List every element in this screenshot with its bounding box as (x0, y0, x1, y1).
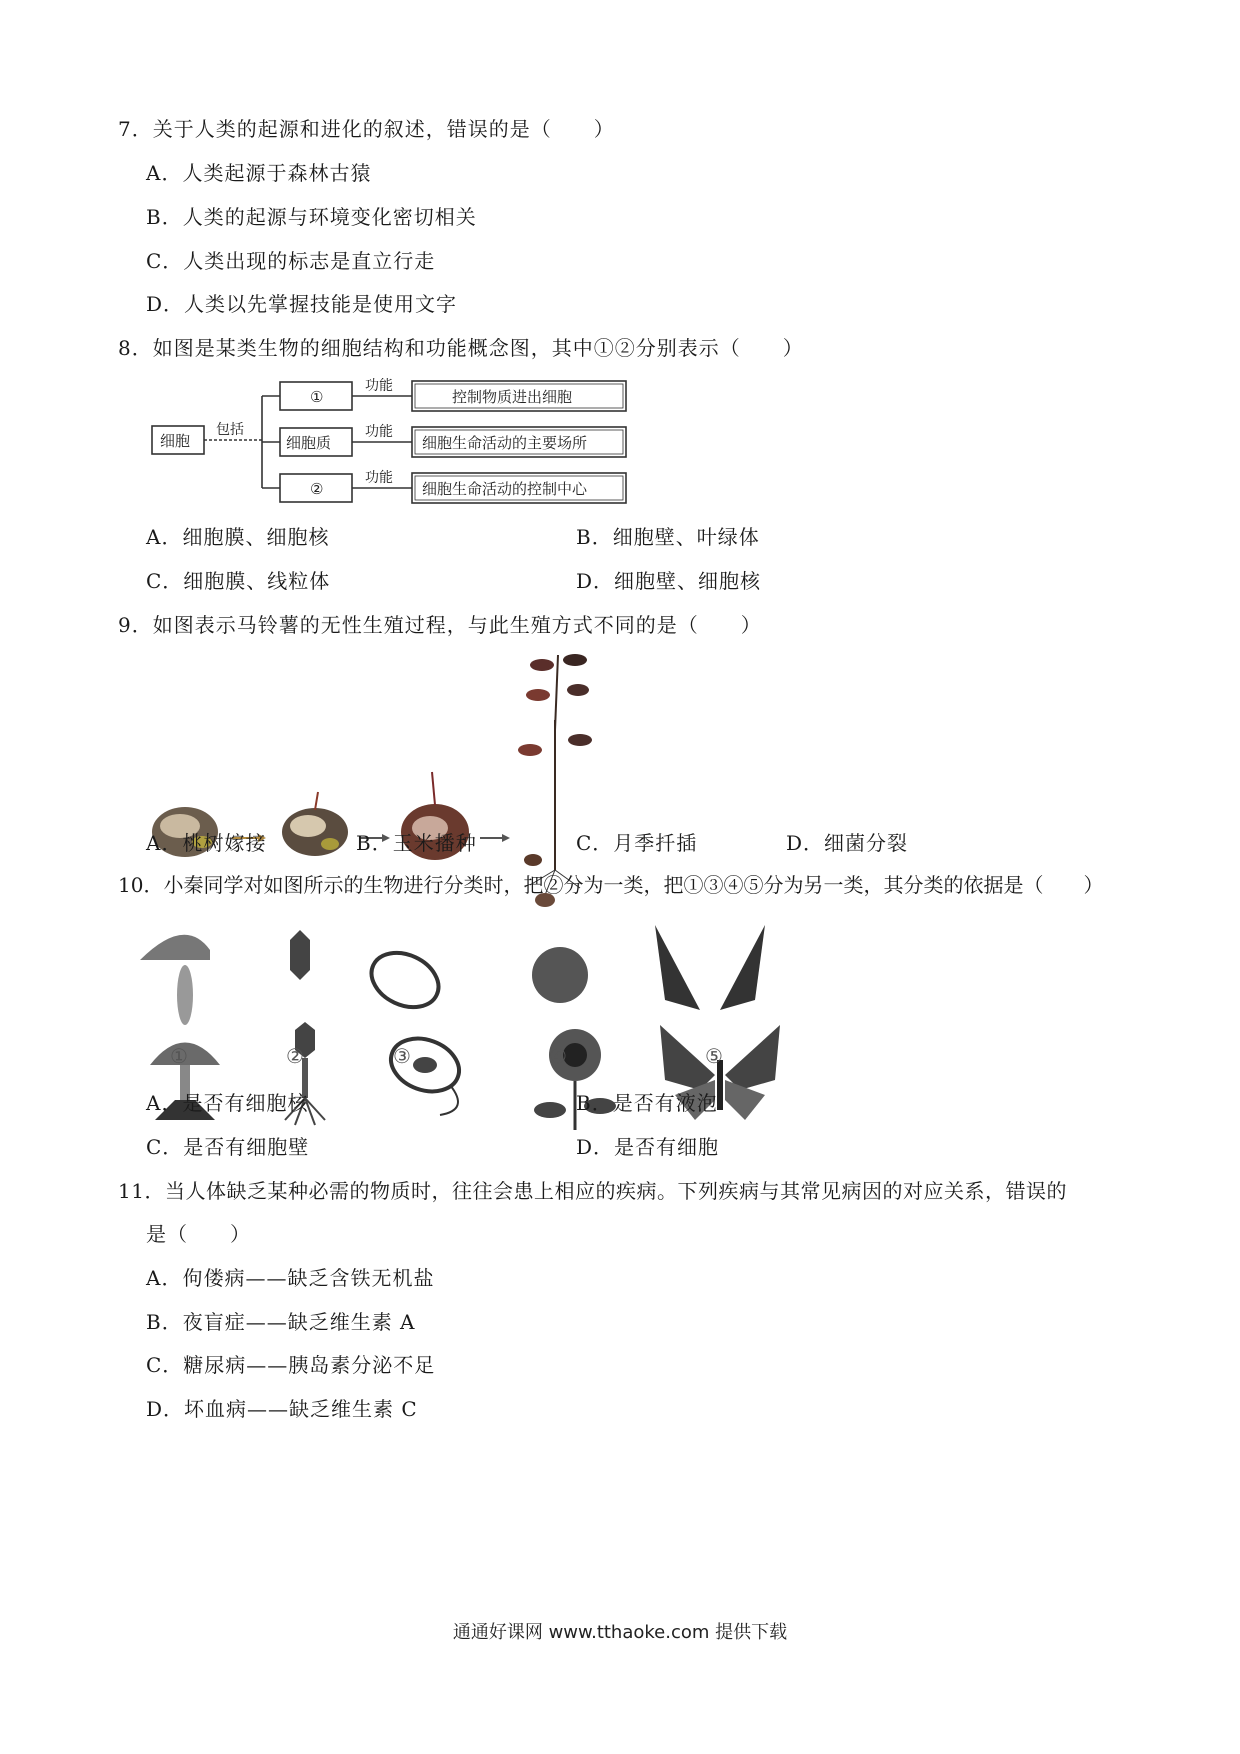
q8-option-d: D．细胞壁、细胞核 (576, 569, 762, 593)
bacterium-icon (384, 1030, 467, 1115)
q11-option-d: D．坏血病——缺乏维生素 C (146, 1397, 418, 1421)
diagram-part-2: 细胞质 (286, 434, 332, 452)
q10-option-a: A．是否有细胞核 (146, 1091, 309, 1115)
diagram-part-3: ② (310, 480, 324, 498)
q9-stem: 9．如图表示马铃薯的无性生殖过程，与此生殖方式不同的是（ ） (118, 613, 762, 637)
diagram-include-label: 包括 (216, 422, 244, 438)
diagram-root-label: 细胞 (160, 432, 191, 450)
organism-label-2: ② (286, 1044, 304, 1068)
q7-option-c: C．人类出现的标志是直立行走 (146, 249, 436, 273)
diagram-func-label-1: 功能 (365, 378, 393, 394)
diagram-function-2: 细胞生命活动的主要场所 (422, 434, 588, 452)
q9-option-d: D．细菌分裂 (786, 831, 909, 855)
q7-stem: 7．关于人类的起源和进化的叙述，错误的是（ ） (118, 117, 615, 141)
q10-stem: 10．小秦同学对如图所示的生物进行分类时，把②分为一类，把①③④⑤分为另一类，其分类的依据是（ ） (118, 873, 1104, 897)
diagram-func-label-2: 功能 (365, 424, 393, 440)
q11-option-b: B．夜盲症——缺乏维生素 A (146, 1310, 416, 1334)
q9-option-a: A．桃树嫁接 (146, 831, 267, 855)
q11-stem-line2: 是（ ） (146, 1222, 251, 1246)
q10-option-b: B．是否有液泡 (576, 1091, 718, 1115)
diagram-func-label-3: 功能 (365, 470, 393, 486)
q9-plant-top (520, 650, 620, 730)
footer-source: 通通好课网 www.tthaoke.com 提供下载 (452, 1622, 788, 1643)
q8-stem: 8．如图是某类生物的细胞结构和功能概念图，其中①②分别表示（ ） (118, 336, 804, 360)
q10-option-c: C．是否有细胞壁 (146, 1135, 310, 1159)
q9-option-b: B．玉米播种 (356, 831, 477, 855)
q8-option-b: B．细胞壁、叶绿体 (576, 525, 760, 549)
diagram-part-1: ① (310, 388, 324, 406)
q8-option-c: C．细胞膜、线粒体 (146, 569, 331, 593)
organism-label-4: ④ (549, 1044, 567, 1068)
q9-option-c: C．月季扦插 (576, 831, 698, 855)
diagram-function-1: 控制物质进出细胞 (452, 388, 573, 406)
q11-option-a: A．佝偻病——缺乏含铁无机盐 (146, 1266, 435, 1290)
organism-label-5: ⑤ (705, 1044, 723, 1068)
organism-label-1: ① (170, 1044, 188, 1068)
organism-label-3: ③ (393, 1044, 411, 1068)
q10-organisms-top (140, 920, 880, 1030)
q7-option-b: B．人类的起源与环境变化密切相关 (146, 205, 477, 229)
q11-option-c: C．糖尿病——胰岛素分泌不足 (146, 1353, 436, 1377)
potato-piece-2-icon (282, 792, 348, 856)
q10-option-d: D．是否有细胞 (576, 1135, 720, 1159)
q11-stem-line1: 11．当人体缺乏某种必需的物质时，往往会患上相应的疾病。下列疾病与其常见病因的对应关系，错误的 (118, 1179, 1067, 1203)
q8-option-a: A．细胞膜、细胞核 (146, 525, 330, 549)
diagram-function-3: 细胞生命活动的控制中心 (422, 480, 588, 498)
q7-option-a: A．人类起源于森林古猿 (146, 161, 372, 185)
q7-option-d: D．人类以先掌握技能是使用文字 (146, 292, 458, 316)
